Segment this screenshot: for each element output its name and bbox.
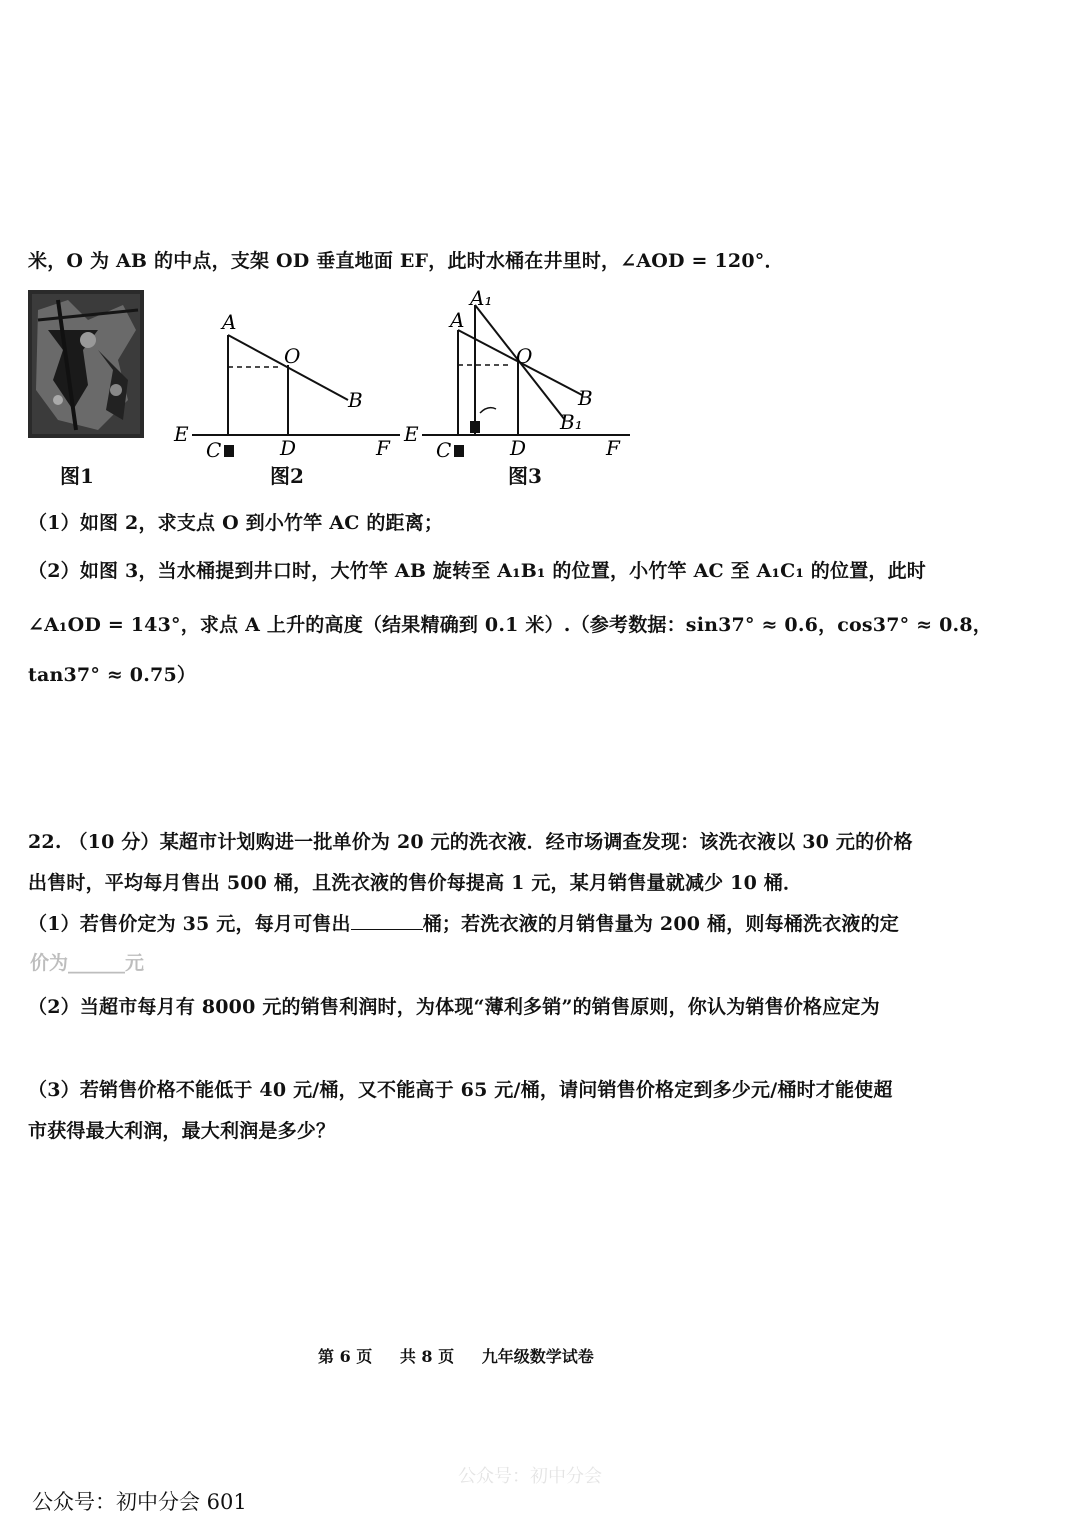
q22-part3-line1: （3）若销售价格不能低于 40 元/桶，又不能高于 65 元/桶，请问销售价格定到多少元/桶时才能使超 (28, 1079, 893, 1101)
watermark-left: 公众号：初中分会 601 (32, 1490, 247, 1514)
footer-title: 九年级数学试卷 (481, 1347, 594, 1366)
fig2-label-e: E (174, 422, 189, 446)
figure-1-caption: 图1 (60, 464, 94, 488)
figure-2-caption: 图2 (270, 464, 304, 488)
fig3-label-f: F (606, 436, 620, 460)
q22-part1-before: （1）若售价定为 35 元，每月可售出 (28, 913, 351, 935)
footer-total: 共 8 页 (399, 1347, 455, 1366)
fig2-label-o: O (284, 344, 301, 368)
footer-page: 第 6 页 (318, 1347, 373, 1366)
fig3-label-e: E (404, 422, 419, 446)
fig3-label-b1: B₁ (560, 410, 583, 434)
q22-part1-after: 桶；若洗衣液的月销售量为 200 桶，则每桶洗衣液的定 (422, 913, 899, 935)
answer-blank (351, 928, 423, 930)
figure-3-diagram (400, 285, 640, 465)
q21-part2-line1: （2）如图 3，当水桶提到井口时，大竹竿 AB 旋转至 A₁B₁ 的位置，小竹竿 AC 至 A₁C₁ 的位置，此时 (28, 560, 926, 582)
page-footer (318, 1344, 616, 1367)
fig2-label-a: A (222, 310, 237, 334)
q22-part1 (28, 909, 899, 936)
q21-part1: （1）如图 2，求支点 O 到小竹竿 AC 的距离； (28, 512, 444, 534)
q21-part2-line2: ∠A₁OD = 143°，求点 A 上升的高度（结果精确到 0.1 米）.（参考数据：sin37° ≈ 0.6，cos37° ≈ 0.8， (28, 614, 992, 636)
q21-part2-line3: tan37° ≈ 0.75） (28, 664, 197, 686)
intro-line: 米，O 为 AB 的中点，支架 OD 垂直地面 EF，此时水桶在井里时，∠AOD = 120°． (28, 250, 784, 272)
fig3-label-d: D (510, 436, 527, 460)
q22-part2: （2）当超市每月有 8000 元的销售利润时，为体现“薄利多销”的销售原则，你认为销售价格应定为 (28, 996, 880, 1018)
figure-2-diagram (170, 305, 410, 465)
fig2-label-b: B (348, 388, 363, 412)
fig3-label-a: A (450, 308, 465, 332)
fig2-label-d: D (280, 436, 297, 460)
watermark-center: 公众号：初中分会 (458, 1466, 602, 1487)
q22-line1: 22. （10 分）某超市计划购进一批单价为 20 元的洗衣液．经市场调查发现：该洗衣液以 30 元的价格 (28, 831, 913, 853)
fig2-label-f: F (376, 436, 390, 460)
q22-part1-cont: 价为______元 (30, 952, 145, 974)
figure-1-photo (28, 290, 144, 438)
fig3-label-o: O (516, 344, 533, 368)
fig3-label-c: C (436, 438, 452, 462)
fig3-label-b: B (578, 386, 593, 410)
q22-part3-line2: 市获得最大利润，最大利润是多少？ (28, 1120, 336, 1142)
q22-line2: 出售时，平均每月售出 500 桶，且洗衣液的售价每提高 1 元，某月销售量就减少 10 桶． (28, 872, 803, 894)
figure-3-caption: 图3 (508, 464, 542, 488)
fig2-label-c: C (206, 438, 222, 462)
fig3-label-a1: A₁ (470, 286, 493, 310)
